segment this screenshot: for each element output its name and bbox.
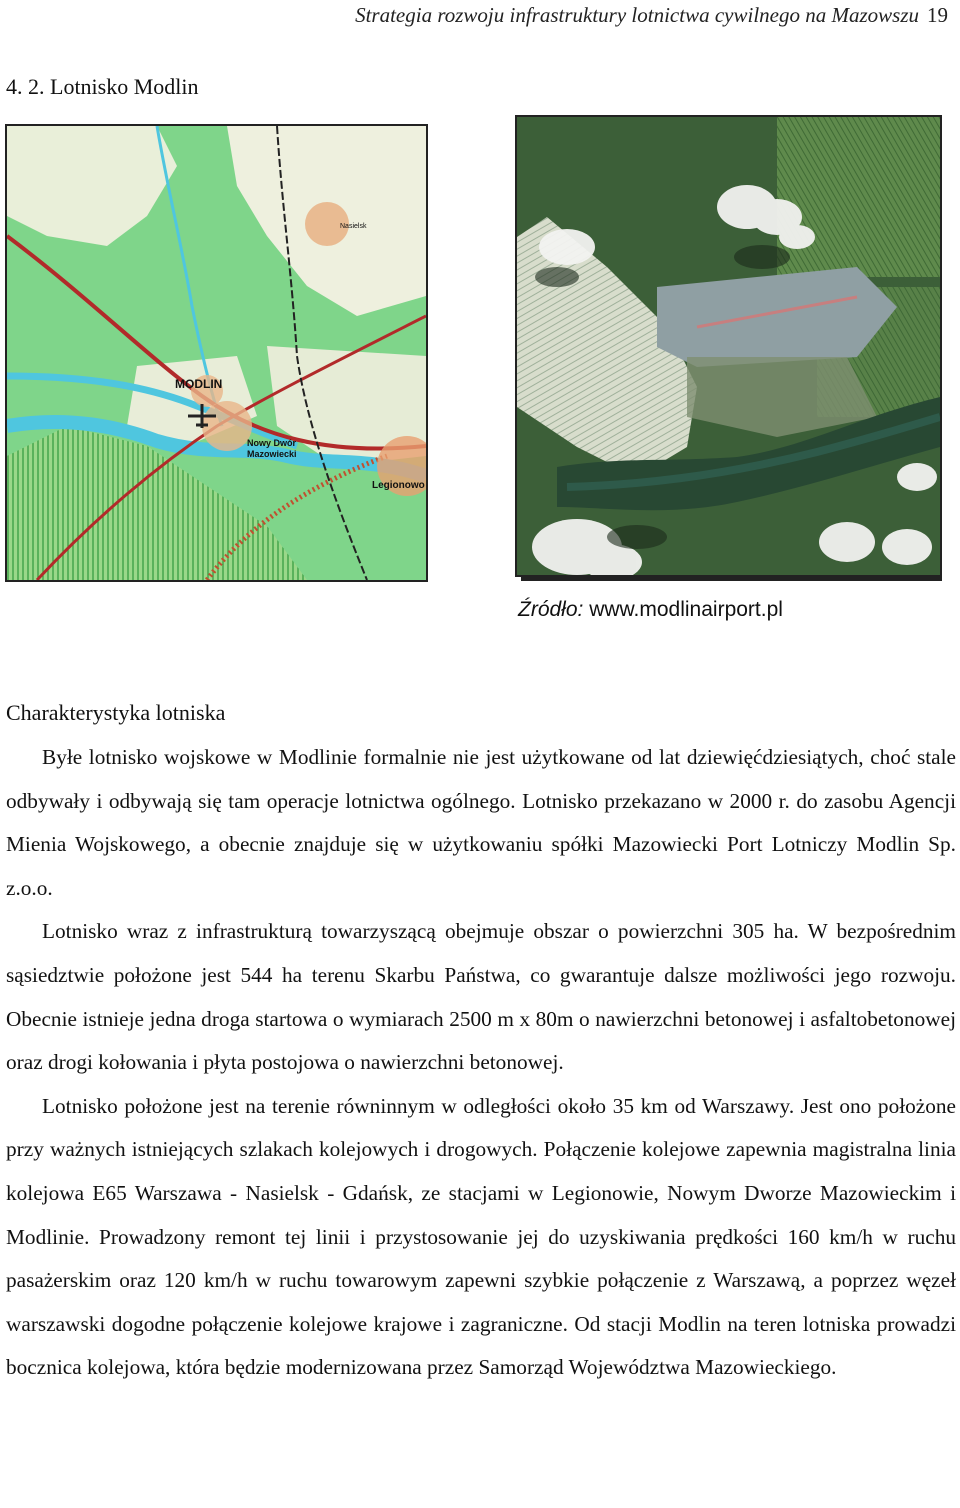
paragraph-3: Lotnisko położone jest na terenie równinnym w odległości około 35 km od Warszawy. Jest ono położone przy ważnych istniejących szlakach kolejowych i drogowych. Połączenie kolejowe zapewnia magistralna linia kolejowa E65 Warszawa - Nasielsk - Gdańsk, ze stacjami w Legionowie, Nowym Dworze Mazowieckim i Modlinie. Prowadzony remont tej linii i przystosowanie jej do uzyskiwania prędkości 160 km/h w ruchu pasażerskim oraz 120 km/h w ruchu towarowym zapewni szybkie połączenie z Warszawą, a poprzez węzeł warszawski dogodne połączenie kolejowe krajowe i zagraniczne. Od stacji Modlin na teren lotniska prowadzi bocznica kolejowa, która będzie modernizowana przez Samorząd Województwa Mazowieckiego. [6, 1093, 956, 1380]
page-number: 19 [927, 3, 948, 27]
paragraph-1: Byłe lotnisko wojskowe w Modlinie formalnie nie jest użytkowane od lat dziewięćdziesiątych, choć stale odbywały i odbywają się tam operacje lotnictwa ogólnego. Lotnisko przekazano w 2000 r. do zasobu Agencji Mienia Wojskowego, a obecnie znajduje się w użytkowaniu spółki Mazowiecki Port Lotniczy Modlin Sp. z.o.o. [6, 745, 956, 900]
running-header [355, 0, 948, 34]
map-label-nasielsk: Nasielsk [340, 223, 367, 230]
figure-source [518, 598, 783, 622]
source-label: Źródło: [518, 598, 584, 621]
section-number: 4. 2. [6, 74, 45, 99]
running-title: Strategia rozwoju infrastruktury lotnictwa cywilnego na Mazowszu [355, 3, 919, 27]
map-label-nowy-dwor-2: Mazowiecki [247, 449, 297, 459]
map-label-legionowo: Legionowo [372, 480, 425, 491]
section-title [6, 74, 199, 100]
map-drawing [7, 126, 426, 580]
map-label-modlin: MODLIN [175, 377, 223, 391]
source-url: www.modlinairport.pl [589, 598, 783, 621]
map-label-nowy-dwor-1: Nowy Dwór [247, 438, 297, 448]
body-text [6, 736, 956, 1390]
paragraph-2: Lotnisko wraz z infrastrukturą towarzyszącą obejmuje obszar o powierzchni 305 ha. W bezpośrednim sąsiedztwie położone jest 544 ha terenu Skarbu Państwa, co gwarantuje dalsze możliwości jego rozwoju. Obecnie istnieje jedna droga startowa o wymiarach 2500 m x 80m o nawierzchni betonowej i asfaltobetonowej oraz drogi kołowania i płyta postojowa o nawierzchni betonowej. [6, 919, 956, 1075]
topographic-map [5, 124, 428, 582]
section-title-text: Lotnisko Modlin [50, 74, 199, 99]
satellite-drawing [517, 117, 940, 575]
satellite-image-shadow [521, 577, 942, 581]
subheading: Charakterystyka lotniska [6, 700, 226, 725]
satellite-image [515, 115, 942, 577]
